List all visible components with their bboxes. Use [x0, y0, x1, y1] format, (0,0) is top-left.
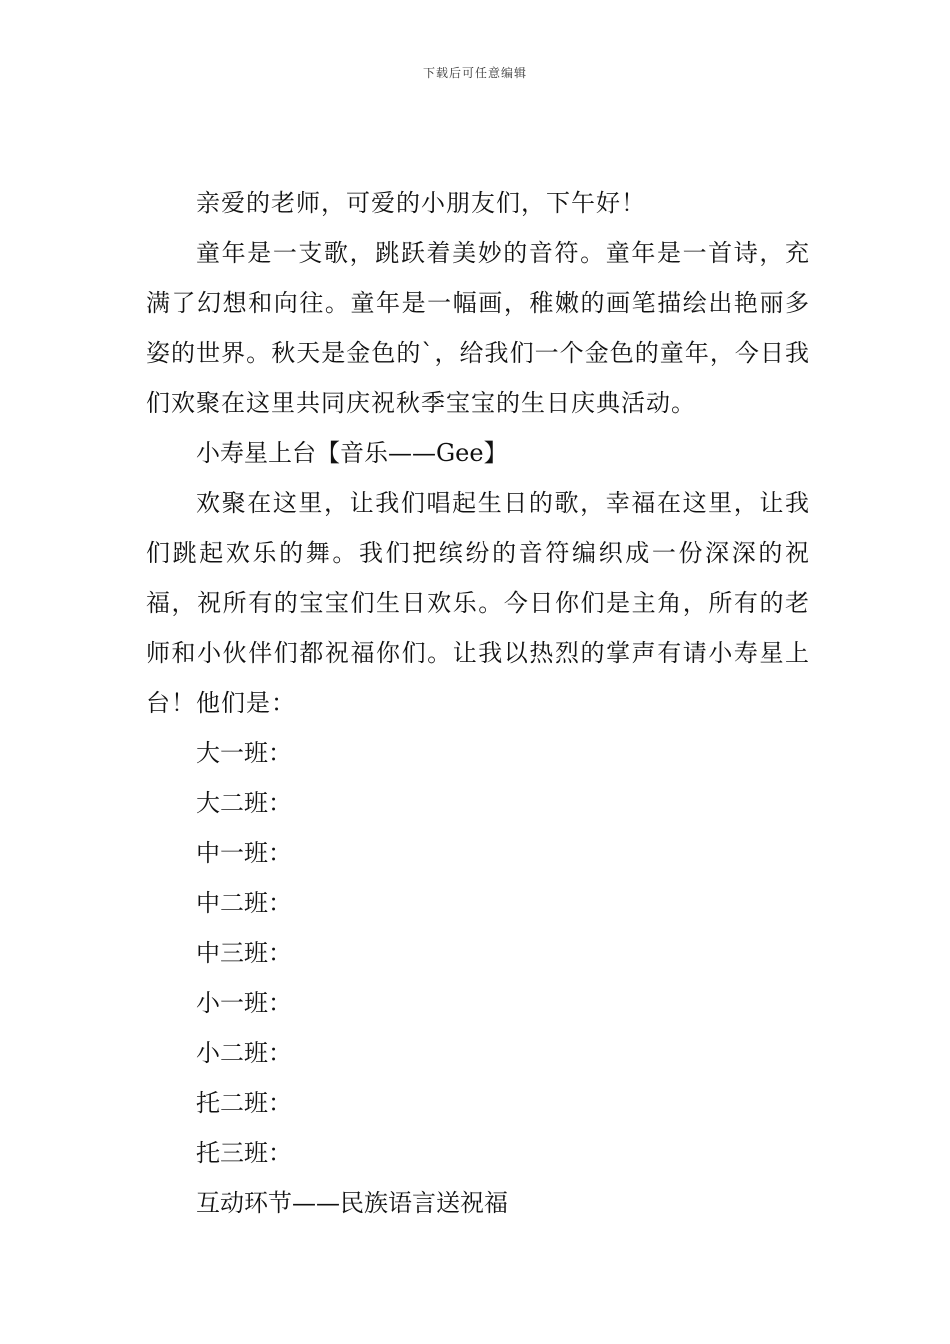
class-line-6: 小一班：: [196, 989, 292, 1017]
document-body: [146, 178, 810, 1228]
greeting-paragraph: 亲爱的老师，可爱的小朋友们，下午好！: [196, 189, 646, 217]
page-header: 下载后可任意编辑: [422, 66, 527, 80]
class-line-3: 中一班：: [196, 839, 292, 867]
class-line-7: 小二班：: [196, 1039, 292, 1067]
class-line-9: 托三班：: [196, 1139, 292, 1167]
class-line-2: 大二班：: [196, 789, 292, 817]
intro-paragraph: 童年是一支歌，跳跃着美妙的音符。童年是一首诗，充满了幻想和向往。童年是一幅画，稚嫩的画笔描绘出艳丽多姿的世界。秋天是金色的`，给我们一个金色的童年，今日我们欢聚在这里共同庆祝秋季宝宝的生日庆典活动。: [146, 239, 810, 417]
section-heading-stars: 小寿星上台【音乐——Gee】: [196, 439, 508, 467]
class-line-4: 中二班：: [196, 889, 292, 917]
welcome-paragraph: 欢聚在这里，让我们唱起生日的歌，幸福在这里，让我们跳起欢乐的舞。我们把缤纷的音符编织成一份深深的祝福，祝所有的宝宝们生日欢乐。今日你们是主角，所有的老师和小伙伴们都祝福你们。让我以热烈的掌声有请小寿星上台！他们是：: [146, 489, 810, 717]
section-heading-interaction: 互动环节——民族语言送祝福: [196, 1189, 508, 1217]
class-line-1: 大一班：: [196, 739, 292, 767]
class-line-5: 中三班：: [196, 939, 292, 967]
class-line-8: 托二班：: [196, 1089, 292, 1117]
